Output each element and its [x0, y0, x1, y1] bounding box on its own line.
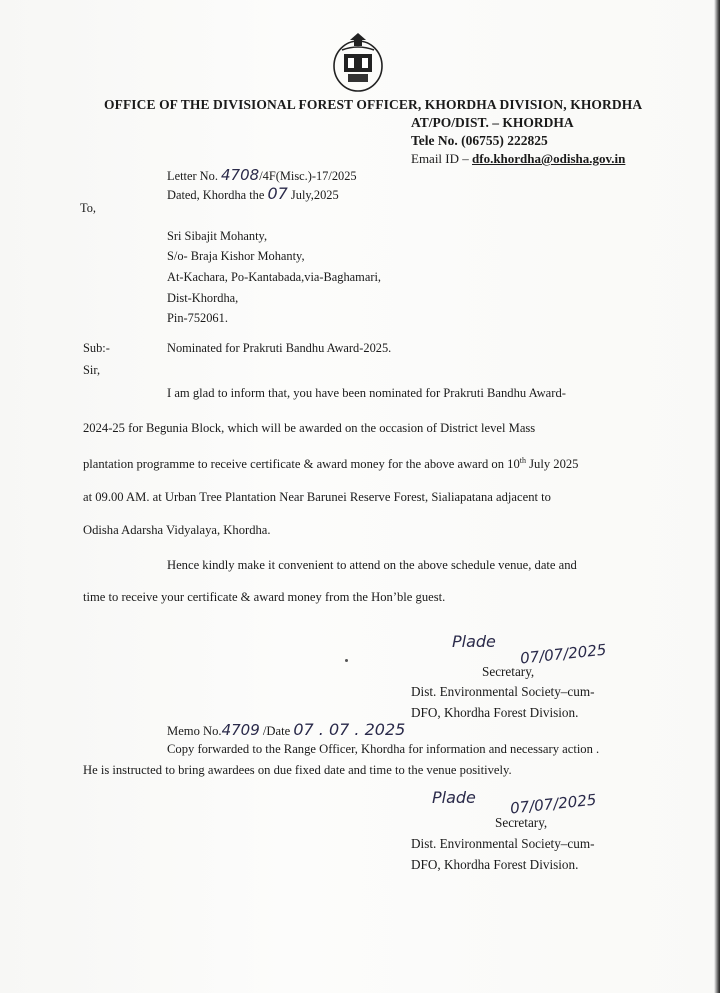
recipient-line: S/o- Braja Kishor Mohanty,	[167, 249, 305, 263]
letter-number	[167, 166, 357, 184]
memo-prefix: Memo No.	[167, 724, 222, 738]
office-telephone: Tele No. (06755) 222825	[411, 133, 548, 148]
signatory-title: Secretary,	[482, 664, 535, 679]
salutation: Sir,	[83, 363, 101, 377]
letter-number-suffix: /4F(Misc.)-17/2025	[259, 169, 357, 183]
memo-number	[167, 720, 405, 739]
letter-date-handwritten: 07	[267, 184, 288, 203]
body-line: at 09.00 AM. at Urban Tree Plantation Near Barunei Reserve Forest, Sialiapatana adjacent to	[83, 490, 551, 504]
memo-date-handwritten: 07 . 07 . 2025	[293, 720, 406, 739]
letter-number-handwritten: 4708	[221, 166, 260, 184]
body-line: Odisha Adarsha Vidyalaya, Khordha.	[83, 523, 271, 537]
signature-handwritten: Plade	[452, 632, 496, 651]
email-link[interactable]: dfo.khordha@odisha.gov.in	[472, 151, 626, 166]
subject-label: Sub:-	[83, 341, 110, 355]
state-emblem-icon	[330, 30, 386, 94]
recipient-line: Dist-Khordha,	[167, 291, 239, 305]
body-line-text: plantation programme to receive certificate & award money for the above award on 10	[83, 457, 520, 472]
body-line: 2024-25 for Begunia Block, which will be awarded on the occasion of District level Mass	[83, 421, 536, 435]
letter-number-prefix: Letter No.	[167, 169, 222, 183]
to-label: To,	[80, 201, 96, 215]
recipient-line: Sri Sibajit Mohanty,	[167, 229, 268, 243]
signature-date-handwritten: 07/07/2025	[509, 790, 598, 818]
office-email-line	[411, 151, 625, 167]
signatory-designation: Dist. Environmental Society–cum-	[411, 836, 595, 851]
ordinal-suffix: th	[519, 456, 526, 465]
signatory-title: Secretary,	[495, 815, 548, 830]
subject-text: Nominated for Prakruti Bandhu Award-2025.	[167, 341, 392, 355]
page-edge-shadow	[714, 0, 720, 993]
body-line: I am glad to inform that, you have been nominated for Prakruti Bandhu Award-	[167, 386, 566, 400]
recipient-line: At-Kachara, Po-Kantabada,via-Baghamari,	[167, 270, 381, 284]
memo-copy-line: Copy forwarded to the Range Officer, Khordha for information and necessary action .	[167, 742, 600, 756]
letter-date-suffix: July,2025	[287, 188, 339, 202]
signatory-office: DFO, Khordha Forest Division.	[411, 857, 579, 872]
memo-number-handwritten: 4709	[221, 721, 260, 739]
stray-mark	[345, 659, 348, 662]
body-line: time to receive your certificate & award money from the Hon’ble guest.	[83, 590, 446, 604]
letter-date	[167, 184, 339, 203]
office-heading: OFFICE OF THE DIVISIONAL FOREST OFFICER, KHORDHA DIVISION, KHORDHA	[104, 97, 643, 112]
memo-copy-line: He is instructed to bring awardees on due fixed date and time to the venue positively.	[83, 763, 512, 777]
signatory-designation: Dist. Environmental Society–cum-	[411, 684, 595, 699]
signatory-office: DFO, Khordha Forest Division.	[411, 705, 579, 720]
email-label: Email ID –	[411, 151, 473, 166]
body-line	[83, 456, 578, 472]
letter-date-prefix: Dated, Khordha the	[167, 188, 268, 202]
body-line-text: July 2025	[525, 457, 579, 472]
memo-date-label: /Date	[259, 724, 294, 738]
office-address: AT/PO/DIST. – KHORDHA	[411, 115, 574, 130]
recipient-line: Pin-752061.	[167, 311, 228, 325]
body-line: Hence kindly make it convenient to attend on the above schedule venue, date and	[167, 558, 577, 572]
signature-handwritten: Plade	[432, 788, 476, 807]
signature-date-handwritten: 07/07/2025	[519, 640, 608, 668]
